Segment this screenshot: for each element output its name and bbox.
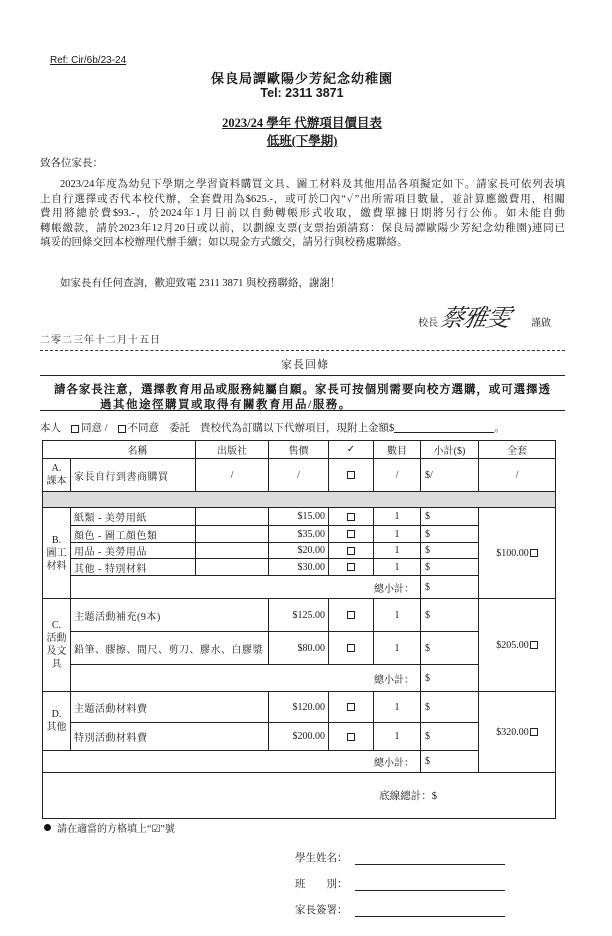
item-price: $20.00 xyxy=(269,543,329,559)
field-label: 班 別： xyxy=(295,879,348,890)
category-cell xyxy=(43,459,71,492)
letter-date: 二零二三年十二月十五日 xyxy=(40,335,161,346)
item-name: 特別活動材料費 xyxy=(71,723,269,751)
item-qty: 1 xyxy=(374,543,421,559)
category-cell xyxy=(43,599,71,692)
grand-total-row xyxy=(43,773,556,819)
body-line: 轉帳繳款，請於2023年12月20日或以前，以劃線支票(支票抬頭請寫：保良局譚歐陽少芳紀念幼稚園)連同已 xyxy=(40,222,565,234)
tick-box xyxy=(347,733,355,741)
item-name: 紙類 - 美勞用紙 xyxy=(71,508,196,526)
item-price: $125.00 xyxy=(269,599,329,632)
student-name-field xyxy=(295,850,505,865)
tick-box xyxy=(347,703,355,711)
tick-cell xyxy=(329,559,374,576)
document-subtitle-text: 低班(下學期) xyxy=(266,134,338,148)
disagree-checkbox xyxy=(118,425,126,433)
document-subtitle xyxy=(0,131,604,149)
item-qty: 1 xyxy=(374,559,421,576)
item-subtotal: $ xyxy=(421,723,479,751)
section-total-label: 總小計： xyxy=(43,751,421,773)
notice-line: 過其他途徑購買或取得有關教育用品/服務。 xyxy=(100,399,352,411)
item-name: 其他 - 特別材料 xyxy=(71,559,196,576)
item-subtotal: $ xyxy=(421,632,479,665)
full-set-cell xyxy=(479,599,556,692)
tick-cell xyxy=(329,543,374,559)
table-spacer-row xyxy=(43,492,556,508)
tick-cell xyxy=(329,508,374,526)
item-publisher xyxy=(196,508,269,526)
item-name: 主題活動補充(9本) xyxy=(71,599,269,632)
tear-off-line xyxy=(40,350,565,351)
notice-line: 請各家長注意，選擇教育用品或服務純屬自願。家長可按個別需要向校方選購，或可選擇透 xyxy=(54,384,550,396)
field-label: 家長簽署： xyxy=(295,905,348,916)
item-price: $35.00 xyxy=(269,526,329,543)
tick-box xyxy=(347,611,355,619)
full-set-cell xyxy=(479,508,556,599)
consent-prefix: 本人 xyxy=(40,423,61,434)
header-tick: ✓ xyxy=(329,441,374,459)
enquiry-note: 如家長有任何查詢，歡迎致電 2311 3871 與校務聯絡，謝謝！ xyxy=(60,278,341,289)
category-name: 活動及文具 xyxy=(46,633,67,670)
table-row xyxy=(43,459,556,492)
consent-line xyxy=(40,420,505,435)
item-publisher xyxy=(196,526,269,543)
item-qty: 1 xyxy=(374,508,421,526)
item-price: $120.00 xyxy=(269,692,329,723)
item-qty: / xyxy=(374,459,421,492)
grand-total-label: 底線總計： xyxy=(379,791,432,802)
item-name: 顏色 - 圖工顏色類 xyxy=(71,526,196,543)
header-subtotal: 小計($) xyxy=(421,441,479,459)
reference-number: Ref: Cir/6b/23-24 xyxy=(50,55,127,66)
full-set-price: $205.00 xyxy=(496,639,529,651)
footnote-text: 請在適當的方格填上“☑”號 xyxy=(57,824,175,835)
order-table xyxy=(42,440,556,819)
section-total-value: $ xyxy=(421,576,479,599)
category-letter: A. xyxy=(51,463,62,474)
category-name: 圖工材料 xyxy=(46,547,67,572)
field-label: 學生姓名： xyxy=(295,853,348,864)
agree-option xyxy=(71,420,108,435)
letter-body xyxy=(40,178,565,251)
body-line: 2023/24年度為幼兒下學期之學習資料購買文具、圖工材料及其他用品各項擬定如下。請家長可依列表填 xyxy=(60,179,565,190)
item-qty: 1 xyxy=(374,632,421,665)
parent-signature-field xyxy=(295,902,505,917)
item-price: / xyxy=(269,459,329,492)
item-subtotal: $ xyxy=(421,526,479,543)
agree-label: 同意 / xyxy=(81,423,108,434)
grand-total-cell xyxy=(43,773,556,819)
item-name: 鉛筆、膠擦、間尺、剪刀、膠水、白膠漿 xyxy=(71,632,269,665)
full-set-box xyxy=(530,641,538,649)
consent-text: 貴校代為訂購以下代辦項目，現附上金額$ xyxy=(200,423,395,434)
item-publisher: / xyxy=(196,459,269,492)
signoff-closing: 謹啟 xyxy=(531,318,551,329)
consent-end: 。 xyxy=(494,423,505,434)
tick-box xyxy=(347,563,355,571)
category-letter: B. xyxy=(51,534,62,546)
full-set-cell xyxy=(479,692,556,773)
school-name: 保良局譚歐陽少芳紀念幼稚園 xyxy=(210,71,393,86)
tick-box xyxy=(347,547,355,555)
field-line xyxy=(355,905,505,917)
full-set-price: $320.00 xyxy=(496,726,529,738)
item-subtotal: $ xyxy=(421,692,479,723)
tick-box xyxy=(347,530,355,538)
tick-cell xyxy=(329,692,374,723)
field-line xyxy=(355,879,505,891)
item-qty: 1 xyxy=(374,599,421,632)
item-price: $15.00 xyxy=(269,508,329,526)
handwritten-signature: 蔡雅雯 xyxy=(437,306,513,332)
item-publisher xyxy=(196,543,269,559)
class-field xyxy=(295,876,505,891)
disagree-option xyxy=(118,420,160,435)
item-subtotal: $ xyxy=(421,559,479,576)
full-set-box xyxy=(530,549,538,557)
tick-box xyxy=(347,471,355,479)
full-set-price: / xyxy=(479,459,556,492)
bullet-icon xyxy=(44,824,51,831)
full-set-box xyxy=(530,728,538,736)
full-set-price: $100.00 xyxy=(496,547,529,559)
category-letter: C. xyxy=(51,620,62,631)
header-price: 售價 xyxy=(269,441,329,459)
tick-box xyxy=(347,513,355,521)
reply-slip-heading: 家長回條 xyxy=(281,359,329,371)
tick-box xyxy=(347,644,355,652)
body-line: 上自行選擇或否代本校代辦，全套費用為$625.-，或可於☐內“✓”出所需項目數量，並計算應繳費用，相關 xyxy=(40,193,565,205)
header-name: 名稱 xyxy=(43,441,196,459)
salutation: 致各位家長： xyxy=(40,158,103,169)
item-qty: 1 xyxy=(374,723,421,751)
signoff xyxy=(415,298,575,334)
category-name: 課本 xyxy=(46,476,67,487)
body-line: 費用將總於費$93.-，於2024年1月日前以自動轉帳形式收取，繳費單據日期將另行公佈。如未能自動 xyxy=(40,208,565,219)
item-price: $30.00 xyxy=(269,559,329,576)
item-name: 家長自行到書商購買 xyxy=(71,459,196,492)
section-total-label: 總小計： xyxy=(71,665,421,692)
category-cell xyxy=(43,508,71,599)
header-qty: 數目 xyxy=(374,441,421,459)
notice-box xyxy=(40,375,565,411)
item-qty: 1 xyxy=(374,526,421,543)
item-price: $80.00 xyxy=(269,632,329,665)
grand-total-value: $ xyxy=(431,791,437,802)
item-name: 用品 - 美勞用品 xyxy=(71,543,196,559)
item-price: $200.00 xyxy=(269,723,329,751)
field-line xyxy=(355,853,505,865)
tick-cell xyxy=(329,632,374,665)
item-subtotal: $ xyxy=(421,599,479,632)
table-row xyxy=(43,599,556,632)
header-full-set: 全套 xyxy=(479,441,556,459)
body-line: 填妥的回條交回本校辦理代辦手續；如以現金方式繳交，請另行與校務處聯絡。 xyxy=(40,237,408,248)
document-title-text: 2023/24 學年 代辦項目價目表 xyxy=(222,116,382,130)
consent-entrust: 委託 xyxy=(169,423,191,434)
agree-checkbox xyxy=(71,425,79,433)
school-telephone: Tel: 2311 3871 xyxy=(260,86,344,100)
amount-blank xyxy=(394,422,494,433)
item-subtotal: $ xyxy=(421,508,479,526)
item-qty: 1 xyxy=(374,692,421,723)
section-total-value: $ xyxy=(421,751,479,773)
item-subtotal: $/ xyxy=(421,459,479,492)
section-total-value: $ xyxy=(421,665,479,692)
table-header-row xyxy=(43,441,556,459)
category-letter: D. xyxy=(51,709,62,720)
tick-cell xyxy=(329,459,374,492)
category-name: 其他 xyxy=(46,722,67,733)
header-publisher: 出版社 xyxy=(196,441,269,459)
footnote xyxy=(44,820,175,835)
table-spacer xyxy=(43,492,556,508)
disagree-label: 不同意 xyxy=(127,423,160,434)
tick-cell xyxy=(329,526,374,543)
table-row xyxy=(43,692,556,723)
item-publisher xyxy=(196,559,269,576)
signoff-role: 校長 xyxy=(418,318,438,329)
table-row xyxy=(43,508,556,526)
item-name: 主題活動材料費 xyxy=(71,692,269,723)
tick-cell xyxy=(329,723,374,751)
document-title xyxy=(0,113,604,131)
category-cell xyxy=(43,692,71,751)
section-total-label: 總小計： xyxy=(71,576,421,599)
item-subtotal: $ xyxy=(421,543,479,559)
tick-cell xyxy=(329,599,374,632)
